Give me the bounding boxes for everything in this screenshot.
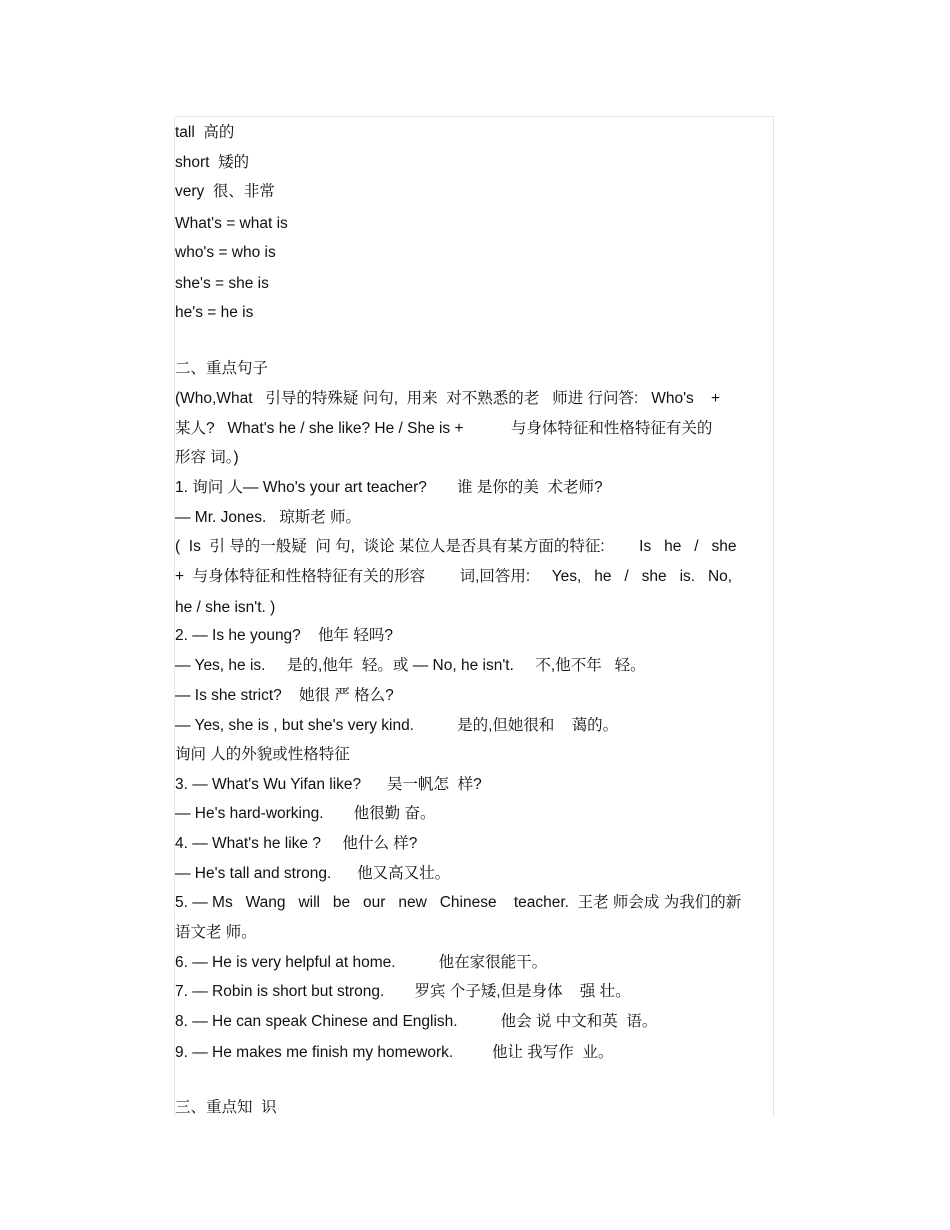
vocab-whos: who's = who is xyxy=(175,244,276,261)
vocab-shes: she's = she is xyxy=(175,275,269,292)
sentence-6: 6. — He is very helpful at home. 他在家很能干。 xyxy=(175,954,548,971)
sentence-2-question: 2. — Is he young? 他年 轻吗? xyxy=(175,627,393,644)
sentence-3-question: 3. — What's Wu Yifan like? 吴一帆怎 样? xyxy=(175,776,482,793)
sentence-8: 8. — He can speak Chinese and English. 他会 说 中文和英 语。 xyxy=(175,1013,658,1030)
sentence-7: 7. — Robin is short but strong. 罗宾 个子矮,但是身体 强 壮。 xyxy=(175,983,631,1000)
sentence-2-question-b: — Is she strict? 她很 严 格么? xyxy=(175,687,394,704)
note-appearance: 询问 人的外貌或性格特征 xyxy=(175,746,350,763)
sentence-4-answer: — He's tall and strong. 他又高又壮。 xyxy=(175,865,451,882)
vocab-whats: What's = what is xyxy=(175,215,288,232)
intro-is-line-2: + 与身体特征和性格特征有关的形容 词,回答用: Yes, he / she is. No, xyxy=(175,568,733,585)
vocab-hes: he's = he is xyxy=(175,304,254,321)
section-heading-knowledge: 三、重点知 识 xyxy=(175,1099,277,1116)
vocab-very: very 很、非常 xyxy=(175,183,275,200)
intro-who-what-line-2: 某人? What's he / she like? He / She is + 与身体特征和性格特征有关的 xyxy=(175,420,713,437)
sentence-2-answer: — Yes, he is. 是的,他年 轻。或 — No, he isn't. 不,他不年 轻。 xyxy=(175,657,646,674)
intro-who-what-line-1: (Who,What 引导的特殊疑 问句, 用来 对不熟悉的老 师进 行问答: Who's + xyxy=(175,390,721,407)
sentence-5-line-1: 5. — Ms Wang will be our new Chinese teacher. 王老 师会成 为我们的新 xyxy=(175,894,742,911)
intro-is-line-1: ( Is 引 导的一般疑 问 句, 谈论 某位人是否具有某方面的特征: Is he / she xyxy=(175,538,737,555)
sentence-9: 9. — He makes me finish my homework. 他让 我写作 业。 xyxy=(175,1044,614,1061)
intro-is-line-3: he / she isn't. ) xyxy=(175,599,276,616)
intro-who-what-line-3: 形容 词。) xyxy=(175,449,239,466)
vocab-short: short 矮的 xyxy=(175,154,250,171)
section-heading-sentences: 二、重点句子 xyxy=(175,360,269,377)
sentence-2-answer-b: — Yes, she is , but she's very kind. 是的,但她很和 蔼的。 xyxy=(175,717,619,734)
sentence-3-answer: — He's hard-working. 他很勤 奋。 xyxy=(175,805,436,822)
vocab-tall: tall 高的 xyxy=(175,124,235,141)
sentence-1-question: 1. 询问 人— Who's your art teacher? 谁 是你的美 术老师? xyxy=(175,479,603,496)
sentence-1-answer: — Mr. Jones. 琼斯老 师。 xyxy=(175,509,362,526)
sentence-4-question: 4. — What's he like ? 他什么 样? xyxy=(175,835,418,852)
sentence-5-line-2: 语文老 师。 xyxy=(175,924,257,941)
